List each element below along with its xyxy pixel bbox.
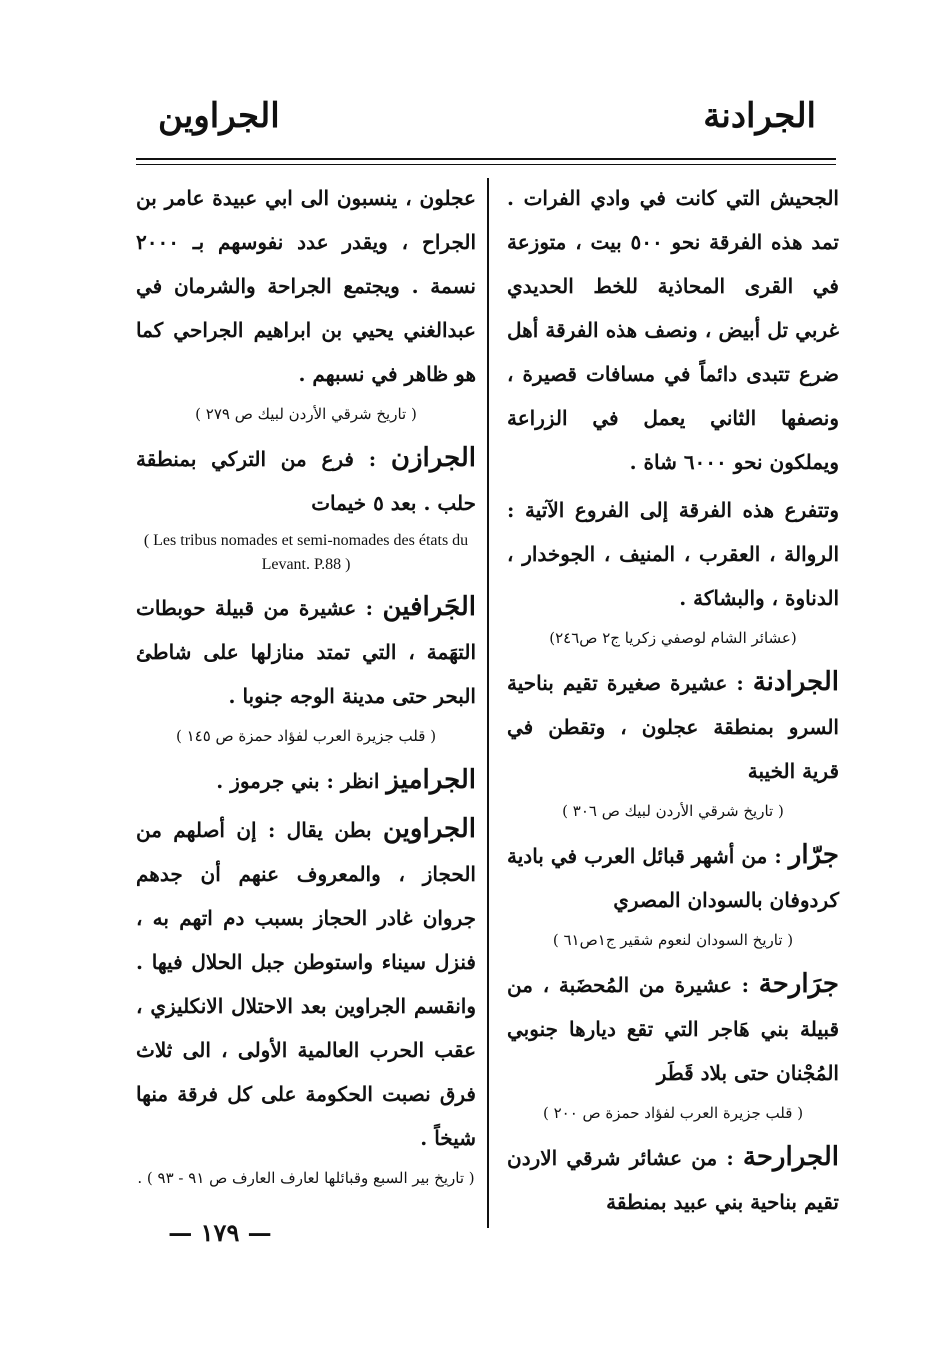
citation: ( تاريخ شرقي الأردن لبيك ص ٣٠٦ ) [562,802,784,820]
citation: ( تاريخ السودان لنعوم شقير ج١ص٦١ ) [552,931,794,949]
citation: ( تاريخ بير السبع وقبائلها لعارف العارف ص ٩١ - ٩٣ ) . [137,1169,475,1187]
entry-heading: الجرازن [390,443,476,473]
paragraph: وتتفرع هذه الفرقة إلى الفروع الآتية : الروالة ، العقرب ، المنيف ، الجوخدار ، الدناوة ، والبشاكة . [507,498,839,610]
citation: ( Les tribus nomades et semi-nomades des états du Levant. P.88 ) [143,532,469,573]
entry-text: : من عشائر شرقي الاردن تقيم بناحية بني عبيد بمنطقة [507,1146,839,1214]
entry-heading: الجرارحة [742,1142,839,1172]
entry-text: : من أشهر قبائل العرب في بادية كردوفان بالسودان المصري [507,844,839,912]
entry-text: : عشيرة من قبيلة حوبطات التهَمة ، التي تمتد منازلها على شاطئ البحر حتى مدينة الوجه جنوبا . [136,596,476,708]
citation: ( قلب جزيرة العرب لفؤاد حمزة ص ١٤٥ ) [175,727,437,745]
left-column [136,176,476,1200]
paragraph: عجلون ، ينسبون الى ابي عبيدة عامر بن الجراح ، ويقدر عدد نفوسهم بـ ٢٠٠٠ نسمة . ويجتمع الجراحة والشرمان في عبدالغني يحيي بن ابراهيم الجراحي كما هو ظاهر في نسبهم . [136,186,476,386]
entry-heading: الجراميز [386,765,476,795]
entry-text: بطن يقال : إن أصلهم من الحجاز ، والمعروف عنهم أن جدهم جروان غادر الحجاز بسبب دم اتهم به ، فنزل سيناء واستوطن جبل الحلال فيها . وانقسم الجراوين بعد الاحتلال الانكليزي ، عقب الحرب العالمية الأولى ، الى ثلاث فرق نصبت الحكومة على كل فرقة منها شيخاً . [136,818,476,1150]
header-rule-bottom [136,164,836,165]
entry [507,660,839,793]
entry-heading: جرّار [788,840,839,870]
entry-heading: الجَرافين [382,592,477,622]
entry-heading: الجراوين [382,814,476,844]
running-header-left: الجراوين [158,96,280,136]
page-number: — ١٧٩ — [168,1218,272,1247]
entry [136,585,476,718]
entry-heading: الجرادنة [752,667,839,697]
entry [507,833,839,922]
entry [136,436,476,525]
entry-text: انظر : بني جرموز . [216,769,380,793]
column-separator [487,178,489,1228]
header-rule-top [136,158,836,160]
entry-heading: جرَارحة [758,969,840,999]
entry-text: : عشيرة صغيرة تقيم بناحية السرو بمنطقة عجلون ، وتقطن في قرية الخيبة [507,671,839,783]
citation: ( قلب جزيرة العرب لفؤاد حمزة ص ٢٠٠ ) [542,1104,804,1122]
entry [507,962,839,1095]
paragraph: الجحيش التي كانت في وادي الفرات . تمد هذه الفرقة نحو ٥٠٠ بيت ، متوزعة في القرى المحاذية للخط الحديدي غربي تل أبيض ، ونصف هذه الفرقة أهل ضرع تتبدى دائماً في مسافات قصيرة ، ونصفها الثاني يعمل في الزراعة ويملكون نحو ٦٠٠٠ شاة . [507,186,839,474]
entry [136,758,476,803]
entry-text: : عشيرة من المُحضَبة ، من قبيلة بني هَاجر التي تقع ديارها جنوبي المُجْنان حتى بلاد قَطَر [507,973,839,1085]
entry-text: : فرع من التركي بمنطقة حلب . بعد ٥ خيمات [136,447,476,515]
citation: (عشائر الشام لوصفي زكريا ج٢ ص٢٤٦) [549,629,797,647]
entry [136,807,476,1160]
running-header-right: الجرادنة [703,96,816,136]
right-column [507,176,839,1228]
citation: ( تاريخ شرقي الأردن لبيك ص ٢٧٩ ) [195,405,417,423]
entry [507,1135,839,1224]
